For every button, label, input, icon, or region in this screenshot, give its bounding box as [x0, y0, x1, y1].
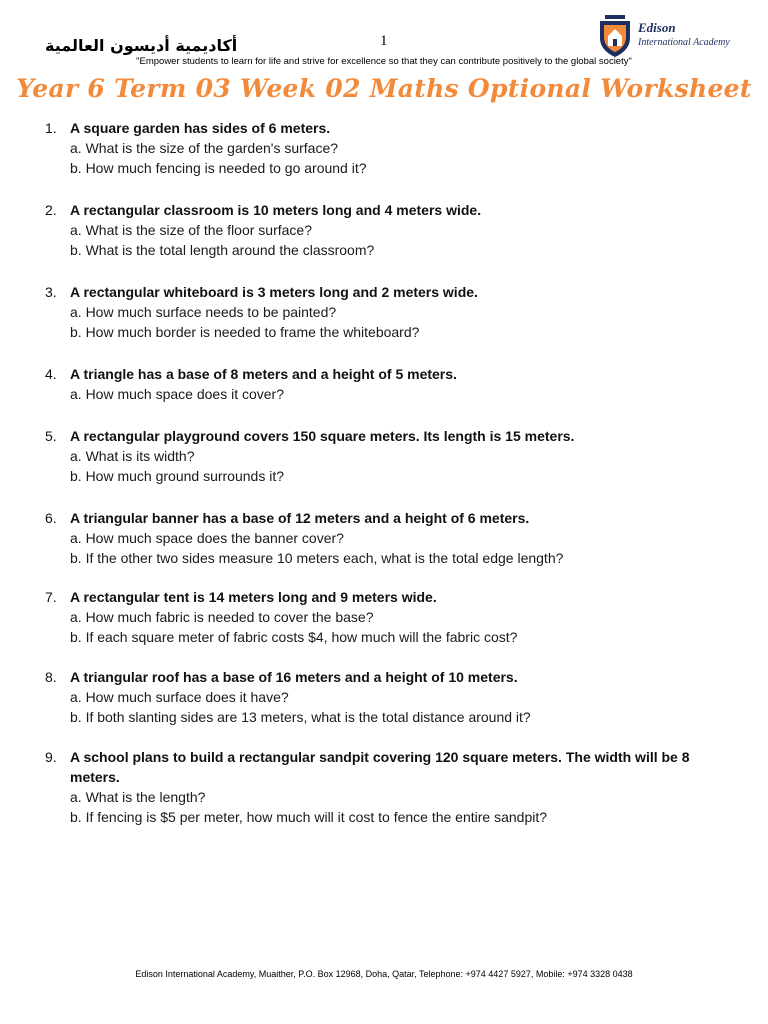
- question-number: 9.: [45, 749, 57, 765]
- question-stem: A rectangular classroom is 10 meters long and 4 meters wide.: [70, 202, 482, 218]
- question-9: [45, 747, 725, 827]
- question-stem: A rectangular tent is 14 meters long and 9 meters wide.: [70, 589, 437, 605]
- logo-name: Edison: [638, 20, 676, 35]
- sub-question-b: b. How much ground surrounds it?: [70, 468, 284, 484]
- sub-question-a: a. How much space does it cover?: [70, 386, 284, 402]
- question-stem: A school plans to build a rectangular sandpit covering 120 square meters. The width will be 8 meters.: [70, 749, 690, 785]
- question-number: 6.: [45, 510, 57, 526]
- sub-question-b: b. If each square meter of fabric costs $4, how much will the fabric cost?: [70, 629, 518, 645]
- sub-question-a: a. How much surface does it have?: [70, 689, 289, 705]
- question-stem: A rectangular whiteboard is 3 meters long and 2 meters wide.: [70, 284, 478, 300]
- question-number: 8.: [45, 669, 57, 685]
- sub-question-a: a. What is its width?: [70, 448, 195, 464]
- sub-question-b: b. What is the total length around the classroom?: [70, 242, 375, 258]
- question-number: 2.: [45, 202, 57, 218]
- question-number: 1.: [45, 120, 57, 136]
- question-6: [45, 508, 725, 568]
- question-stem: A triangular banner has a base of 12 meters and a height of 6 meters.: [70, 510, 530, 526]
- arabic-school-name: أكاديمية أديسون العالمية: [45, 36, 238, 55]
- sub-question-b: b. How much fencing is needed to go around it?: [70, 160, 367, 176]
- school-logo: [596, 14, 746, 58]
- school-motto: "Empower students to learn for life and strive for excellence so that they can contribute positively to the global society": [136, 56, 632, 67]
- question-stem: A square garden has sides of 6 meters.: [70, 120, 331, 136]
- question-4: [45, 364, 725, 404]
- question-7: [45, 587, 725, 647]
- sub-question-a: a. How much surface needs to be painted?: [70, 304, 337, 320]
- question-8: [45, 667, 725, 727]
- sub-question-b: b. If both slanting sides are 13 meters, what is the total distance around it?: [70, 709, 531, 725]
- question-2: [45, 200, 725, 260]
- sub-question-b: b. If the other two sides measure 10 meters each, what is the total edge length?: [70, 550, 564, 566]
- question-3: [45, 282, 725, 342]
- crest-icon: [596, 14, 634, 58]
- sub-question-a: a. How much fabric is needed to cover the base?: [70, 609, 374, 625]
- logo-subtitle: International Academy: [638, 37, 730, 48]
- question-stem: A triangular roof has a base of 16 meters and a height of 10 meters.: [70, 669, 518, 685]
- sub-question-a: a. What is the length?: [70, 789, 206, 805]
- question-stem: A rectangular playground covers 150 square meters. Its length is 15 meters.: [70, 428, 575, 444]
- question-number: 5.: [45, 428, 57, 444]
- sub-question-b: b. If fencing is $5 per meter, how much will it cost to fence the entire sandpit?: [70, 809, 548, 825]
- question-number: 3.: [45, 284, 57, 300]
- question-number: 7.: [45, 589, 57, 605]
- sub-question-b: b. How much border is needed to frame the whiteboard?: [70, 324, 420, 340]
- sub-question-a: a. How much space does the banner cover?: [70, 530, 344, 546]
- sub-question-a: a. What is the size of the floor surface?: [70, 222, 313, 238]
- sub-question-a: a. What is the size of the garden's surface?: [70, 140, 339, 156]
- question-stem: A triangle has a base of 8 meters and a height of 5 meters.: [70, 366, 457, 382]
- question-number: 4.: [45, 366, 57, 382]
- worksheet-title: Year 6 Term 03 Week 02 Maths Optional Worksheet: [16, 74, 752, 103]
- footer-contact: Edison International Academy, Muaither, P.O. Box 12968, Doha, Qatar, Telephone: +974 4427 5927, Mobile: +974 3328 0438: [135, 969, 633, 979]
- page-number: 1: [380, 33, 388, 49]
- question-1: [45, 118, 725, 178]
- question-5: [45, 426, 725, 486]
